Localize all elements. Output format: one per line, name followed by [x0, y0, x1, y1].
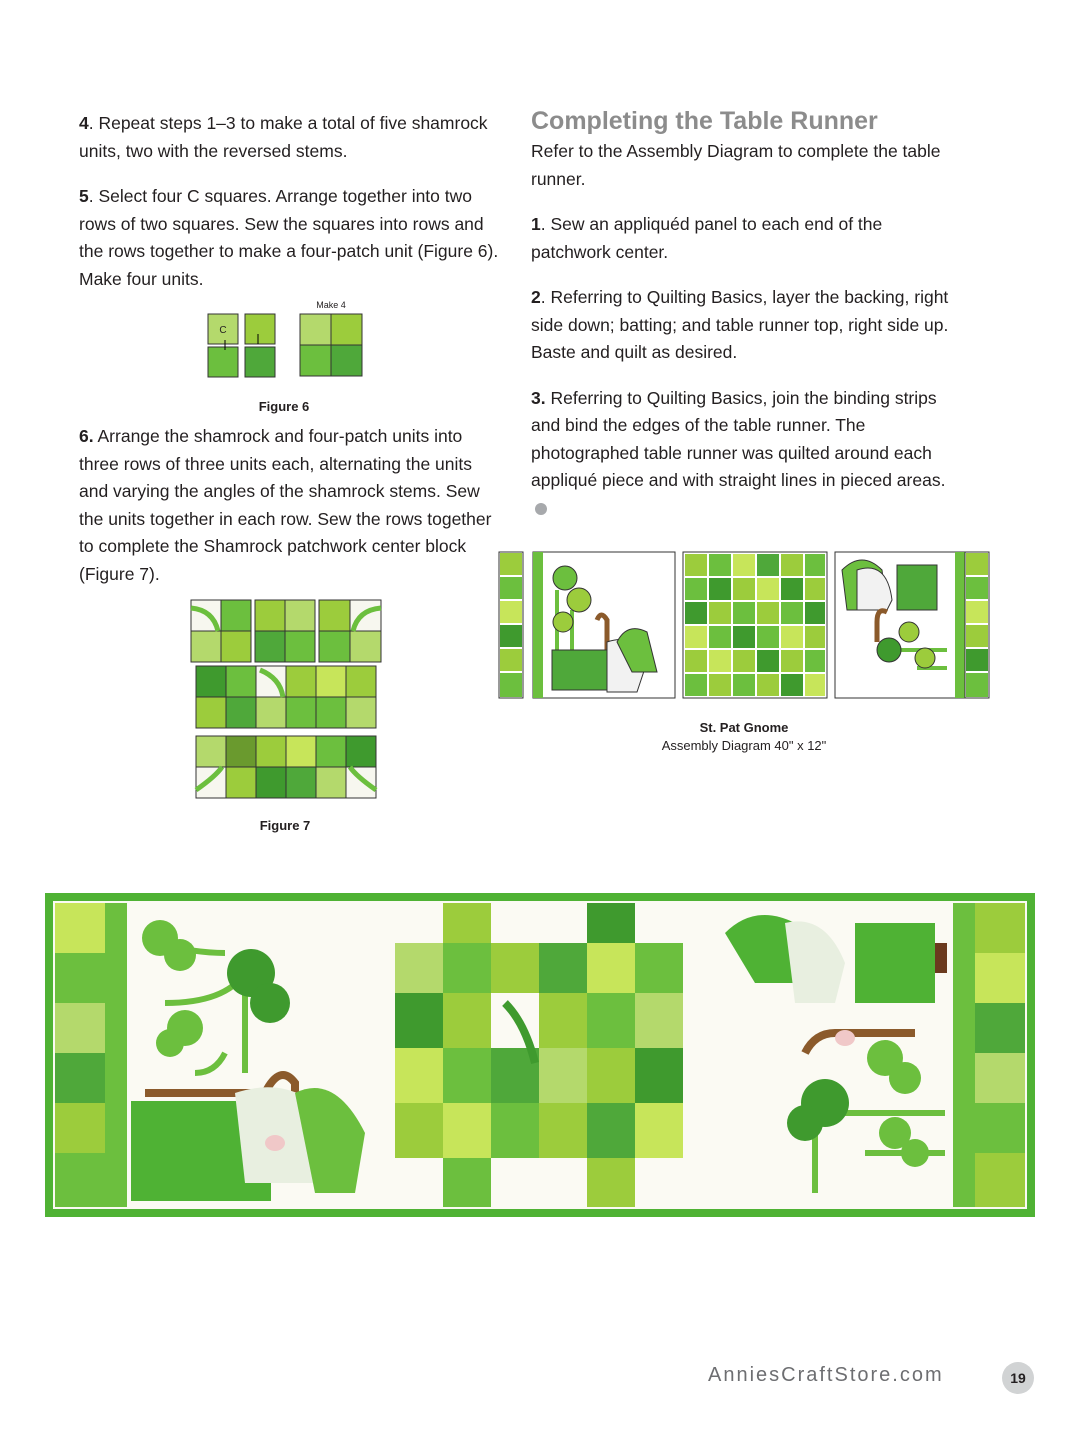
step-number: 2 [531, 287, 541, 307]
label-c: C [219, 325, 227, 336]
figure-6 [200, 296, 370, 384]
step-4 [79, 110, 499, 165]
step-text: . Referring to Quilting Basics, layer the backing, right side down; batting; and table runner top, right side up. Baste and quilt as desired. [531, 287, 949, 362]
center-patchwork [683, 552, 827, 698]
left-column [79, 110, 499, 311]
step-text: Referring to Quilting Basics, join the binding strips and bind the edges of the table runner. The photographed table runner was quilted around each appliqué piece and with straight lines in pieced areas. [531, 387, 946, 490]
assembly-diagram [497, 550, 991, 702]
step-number: 4 [79, 113, 89, 133]
square [300, 314, 331, 345]
figure-7-caption: Figure 7 [259, 818, 311, 833]
right-column [531, 106, 951, 540]
step-text: Arrange the shamrock and four-patch units into three rows of three units each, alternating the units and varying the angles of the shamrock stems. Sew the units together in each row. Sew the rows together to complete the Shamrock patchwork center block (Figure 7). [79, 426, 492, 584]
figure-7-row-2 [196, 666, 376, 728]
square [331, 345, 362, 376]
footer-url[interactable]: AnniesCraftStore.com [708, 1364, 944, 1386]
diagram-subtitle: Assembly Diagram 40" x 12" [661, 738, 827, 753]
step-number: 5 [79, 186, 89, 206]
end-bullet-icon [535, 503, 547, 515]
section-heading: Completing the Table Runner [531, 107, 878, 135]
left-border-blocks [55, 903, 127, 1207]
square [208, 347, 238, 377]
step-2 [531, 284, 951, 367]
figure-7 [188, 598, 384, 802]
figure-7-row-1 [191, 600, 381, 662]
figure-7-row-3 [196, 736, 376, 798]
table-runner-photo [45, 893, 1035, 1217]
step-text: . Repeat steps 1–3 to make a total of five shamrock units, two with the reversed stems. [79, 113, 488, 161]
diagram-title: St. Pat Gnome [699, 720, 789, 735]
right-applique-panel [835, 552, 965, 698]
page-number: 19 [1002, 1362, 1034, 1394]
step-number: 1 [531, 214, 541, 234]
figure-6-caption: Figure 6 [258, 399, 310, 414]
right-border-strip [965, 552, 989, 698]
square [245, 314, 275, 344]
step-number: 6. [79, 426, 94, 446]
square [300, 345, 331, 376]
left-border-strip [499, 552, 523, 698]
center-patchwork [395, 903, 685, 1207]
square [331, 314, 362, 345]
left-applique-panel [533, 552, 675, 698]
make-label: Make 4 [316, 300, 346, 310]
step-6 [79, 423, 499, 606]
step-5 [79, 183, 499, 293]
square [245, 347, 275, 377]
step-number: 3. [531, 387, 546, 408]
step-1 [531, 211, 951, 266]
step-3 [531, 385, 951, 523]
step-text: . Select four C squares. Arrange together into two rows of two squares. Sew the squares into rows and the rows together to make a four-patch unit (Figure 6). Make four units. [79, 186, 499, 289]
step-text: . Sew an appliquéd panel to each end of the patchwork center. [531, 214, 883, 262]
intro-text: Refer to the Assembly Diagram to complete the table runner. [531, 141, 941, 189]
right-border-blocks [953, 903, 1025, 1207]
